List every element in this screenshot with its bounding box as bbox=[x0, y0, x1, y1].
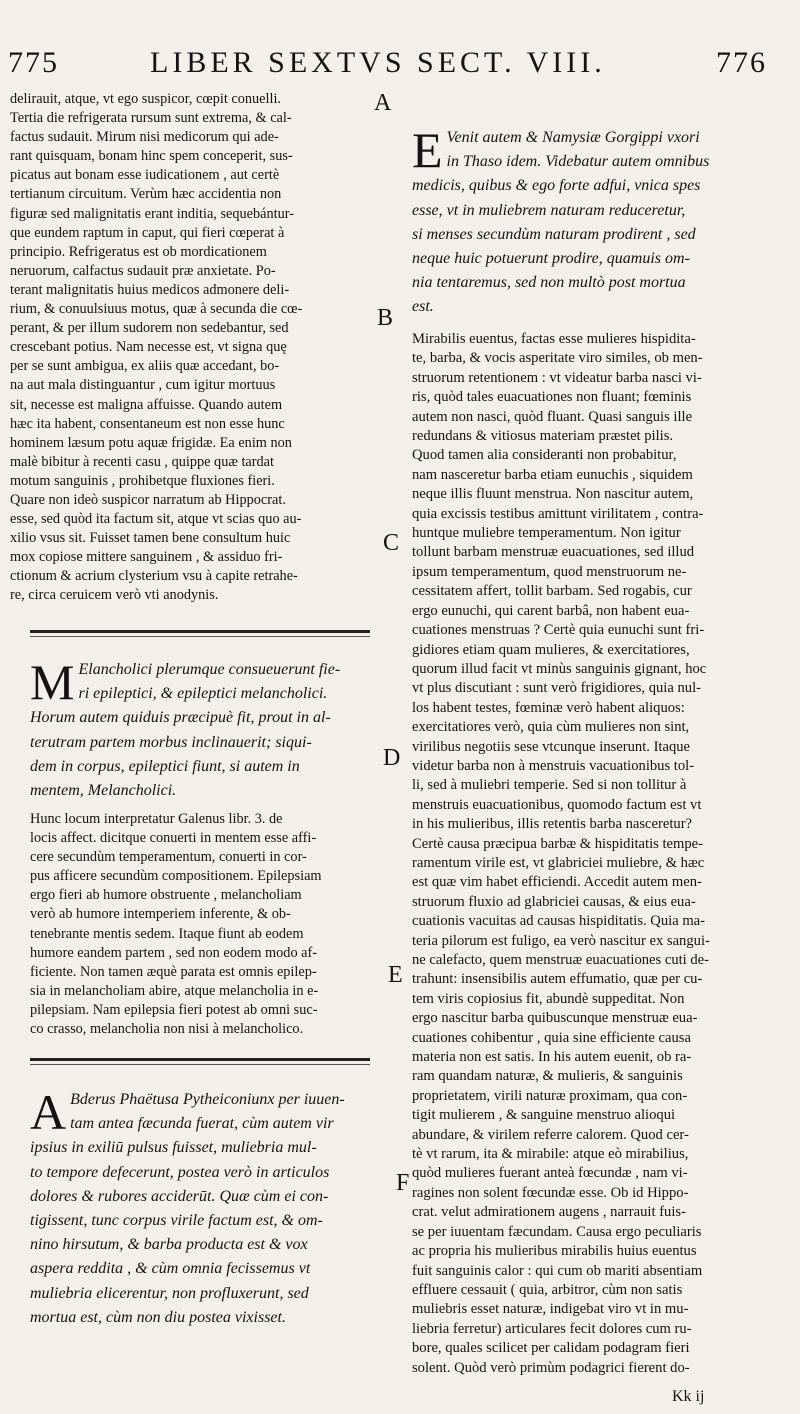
text-line: fuit sanguinis calor : qui cum ob mariti absentiam bbox=[412, 1262, 703, 1279]
text-line: ne calefacto, quem menstruæ euacuationes cuti de- bbox=[412, 952, 710, 968]
aphorism-abderus bbox=[30, 1084, 374, 1330]
text-line: liebria ferretur) articulares fecit dolores cum ru- bbox=[412, 1320, 692, 1337]
text-line: terant malignitatis huius medicos admonere deli- bbox=[10, 281, 290, 298]
commentary-paragraph-1 bbox=[10, 90, 372, 606]
text-line: videtur barba non à menstruis vacuationibus tol- bbox=[412, 757, 695, 774]
text-line: in his mulieribus, illis retentis barba nasceretur? bbox=[412, 816, 693, 833]
signature-mark: Kk ij bbox=[672, 1388, 705, 1405]
margin-letter-b: B bbox=[377, 305, 394, 331]
text-line: struorum fluxio ad glabriciei causas, & eius eua- bbox=[412, 893, 696, 910]
text-line: huntque muliebre temperamentum. Non igitur bbox=[412, 525, 681, 542]
commentary-galenus bbox=[30, 810, 374, 1039]
text-line: malè bibitur à recenti casu , quippe quæ tardat bbox=[10, 453, 275, 470]
text-line: cessitatem affert, tollit barbam. Sed rogabis, cur bbox=[412, 583, 692, 600]
aphorism-line: aspera reddita , & cùm omnia fecissemus vt bbox=[30, 1260, 311, 1278]
text-line: gidiores etiam quam mulieres, & exercitatiores, bbox=[412, 641, 690, 658]
text-line: los habent testes, fœminæ verò habent aliquos: bbox=[412, 699, 685, 716]
text-line: ragines non solent fœcundæ esse. Ob id Hippo- bbox=[412, 1184, 689, 1201]
section-divider-2-thin bbox=[30, 1064, 370, 1065]
aphorism-line: ipsius in exiliū pulsus fuisset, muliebria mul- bbox=[30, 1139, 317, 1157]
text-line: locis affect. dicitque conuerti in mentem esse affi- bbox=[30, 830, 317, 847]
section-divider-1 bbox=[30, 630, 370, 633]
text-line: crat. velut admirationem augens , narrauit fuis- bbox=[412, 1204, 686, 1221]
margin-letter-a: A bbox=[374, 90, 392, 116]
text-line: ram quandam naturæ, & mulieris, & sanguinis bbox=[412, 1068, 683, 1085]
text-line: pilepsiam. Nam epilepsia fieri potest ab omni suc- bbox=[30, 1001, 318, 1018]
commentary-paragraph-3 bbox=[412, 330, 794, 1378]
text-line: tenebrante mentis sedem. Itaque fiunt ab eodem bbox=[30, 925, 304, 942]
aphorism-melancholici bbox=[30, 654, 374, 803]
text-line: virilibus negotiis sese vtcunque inserunt. Itaque bbox=[412, 738, 691, 755]
text-line: picatus aut bonam esse iudicationem , aut certè bbox=[10, 167, 280, 184]
text-line: cuationis vacuitas ad causas hispiditatis. Quia ma- bbox=[412, 913, 706, 930]
text-line: quorum illud facit vt minùs sanguinis gignant, hoc bbox=[412, 660, 707, 677]
text-line: Quod tamen alia consideranti non probabitur, bbox=[412, 447, 677, 464]
text-line: Quare non ideò suspicor narratum ab Hippocrat. bbox=[10, 491, 286, 508]
text-line: ac propria his mulieribus mirabilis huius euentus bbox=[412, 1243, 697, 1260]
aphorism-line: mentem, Melancholici. bbox=[30, 782, 177, 800]
page-number-left: 775 bbox=[8, 46, 59, 79]
text-line: quia excissis testibus amittunt virilitatem , contra- bbox=[412, 505, 704, 522]
text-line: exercitatiores verò, quia cùm mulieres non sint, bbox=[412, 719, 690, 736]
margin-letter-c: C bbox=[383, 530, 400, 556]
text-line: ergo nascitur barba quibuscunque menstruæ eua- bbox=[412, 1010, 698, 1027]
text-line: co crasso, melancholia non nisi à melancholico. bbox=[30, 1021, 304, 1038]
text-line: ficiente. Non tamen æquè parata est omnis epilep- bbox=[30, 963, 317, 980]
aphorism-text bbox=[30, 1084, 374, 1330]
text-line: autem non nasci, quòd fluant. Quasi sanguis ille bbox=[412, 408, 693, 425]
text-line: verò ab humore intemperiem inferente, & ob- bbox=[30, 906, 291, 923]
text-line: struorum retentionem : vt videatur barba nasci vi- bbox=[412, 369, 702, 386]
text-line: hominem læsum potu aquæ frigidæ. Ea enim non bbox=[10, 434, 292, 451]
commentary-mirabilis bbox=[412, 330, 794, 1378]
aphorism-line: Bderus Phaëtusa Pytheiconiunx per iuuen- bbox=[70, 1091, 345, 1108]
text-line: quòd mulieres fuerant anteà fœcundæ , nam vi- bbox=[412, 1165, 688, 1182]
aphorism-line: tam antea fæcunda fuerat, cùm autem vir bbox=[70, 1115, 334, 1133]
aphorism-line: tigissent, tunc corpus virile factum est, & om- bbox=[30, 1212, 323, 1230]
text-line: li, sed à muliebri temperie. Sed si non tollitur à bbox=[412, 777, 687, 794]
text-line: que eundem raptum in caput, qui fieri cœperat à bbox=[10, 224, 285, 241]
text-line: materia non est satis. In his autem euenit, ob ra- bbox=[412, 1049, 692, 1066]
text-line: re, circa ceruicem verò vti anodynis. bbox=[10, 587, 219, 604]
text-line: xilio vsus sit. Fuisset tamen bene consultum huic bbox=[10, 530, 291, 547]
aphorism-line: Venit autem & Namysiæ Gorgippi vxori bbox=[446, 129, 700, 146]
text-line: ris, quòd tales euacuationes non fluant; fœminis bbox=[412, 389, 692, 406]
text-line: nam nasceretur barba etiam eunuchis , siquidem bbox=[412, 466, 693, 483]
aphorism-line: dem in corpus, epileptici fiunt, si autem in bbox=[30, 757, 300, 775]
text-line: humore eandem partem , sed non eodem modo af- bbox=[30, 944, 318, 961]
text-line: tollunt barbam menstruæ euacuationes, sed illud bbox=[412, 544, 695, 561]
aphorism-line: Elancholici plerumque consueuerunt fie- bbox=[78, 661, 341, 678]
drop-cap-m: M bbox=[30, 654, 75, 710]
text-line: esse, sed quòd ita factum sit, atque vt scias quo au- bbox=[10, 511, 302, 528]
text-line: delirauit, atque, vt ego suspicor, cœpit conuelli. bbox=[10, 91, 281, 107]
text-line: crescebant potius. Nam necesse est, vt signa quę bbox=[10, 339, 287, 356]
text-line: solent. Quòd verò primùm podagrici fierent do- bbox=[412, 1359, 690, 1376]
text-line: vt plus discutiant : sunt verò frigidiores, quia nul- bbox=[412, 680, 701, 697]
aphorism-line: esse, vt in muliebrem naturam reduceretur, bbox=[412, 201, 686, 219]
drop-cap-a: A bbox=[30, 1084, 67, 1140]
aphorism-line: est. bbox=[412, 298, 434, 316]
text-line: na aut mala distinguantur , cum igitur mortuus bbox=[10, 377, 276, 394]
text-line: bore, quales scilicet per calidam podagram fieri bbox=[412, 1340, 690, 1357]
text-line: rant quisquam, bonam hinc spem conceperit, sus- bbox=[10, 148, 293, 165]
text-line: tè vt rarum, ita & mirabile: atque eò mirabilius, bbox=[412, 1146, 689, 1163]
aphorism-line: to tempore defecerunt, postea verò in articulos bbox=[30, 1163, 330, 1181]
drop-cap-e: E bbox=[412, 122, 443, 178]
section-divider-2 bbox=[30, 1058, 370, 1061]
text-line: Certè causa præcipua barbæ & hispiditatis tempe- bbox=[412, 835, 703, 852]
aphorism-line: mortua est, cùm non diu postea vixisset. bbox=[30, 1308, 286, 1326]
section-divider-1-thin bbox=[30, 636, 370, 637]
margin-letter-e: E bbox=[388, 962, 403, 988]
aphorism-line: terutram partem morbus inclinauerit; siqui- bbox=[30, 733, 312, 751]
text-line: est quæ vim habet efficiendi. Accedit autem men- bbox=[412, 874, 702, 891]
text-line: sia in melancholiam abire, atque melancholia in e- bbox=[30, 982, 319, 999]
text-line: hæc ita habent, consentaneum est non esse hunc bbox=[10, 415, 285, 432]
left-column bbox=[10, 90, 372, 606]
text-line: abundare, & virilem referre calorem. Quod cer- bbox=[412, 1126, 689, 1143]
aphorism-line: si menses secundùm naturam prodirent , sed bbox=[412, 225, 696, 243]
text-line: ipsum temperamentum, quod menstruorum ne- bbox=[412, 563, 687, 580]
text-line: sit, necesse est maligna affuisse. Quando autem bbox=[10, 396, 283, 413]
text-line: menstruis euacuationibus, quomodo factum est vt bbox=[412, 796, 702, 813]
aphorism-line: neque huic potuerunt prodire, quamuis om- bbox=[412, 250, 690, 268]
text-line: Tertia die refrigerata rursum sunt extrema, & cal- bbox=[10, 110, 292, 127]
text-line: mox copiose mittere sanguinem , & assiduo fri- bbox=[10, 549, 283, 566]
text-line: ramentum virile est, vt glabriciei muliebre, & hæc bbox=[412, 854, 705, 871]
text-line: tertianum circuitum. Verùm hæc accidentia non bbox=[10, 186, 282, 203]
aphorism-namysia bbox=[412, 122, 794, 320]
text-line: figuræ sed malignitatis erant inditia, sequebántur- bbox=[10, 205, 294, 222]
text-line: motum sanguinis , prohibetque fluxiones fieri. bbox=[10, 472, 275, 489]
text-line: principio. Refrigeratus est ob mordicationem bbox=[10, 243, 267, 260]
text-line: pus afficere secundùm compositionem. Epilepsiam bbox=[30, 868, 322, 885]
text-line: cere secundùm temperamentum, conuerti in cor- bbox=[30, 849, 307, 866]
text-line: effluere cessauit ( quia, arbitror, cùm non satis bbox=[412, 1281, 683, 1298]
text-line: tem viris copiosius fit, abundè suppeditat. Non bbox=[412, 990, 685, 1007]
text-line: Hunc locum interpretatur Galenus libr. 3. de bbox=[30, 811, 283, 827]
margin-letter-f: F bbox=[396, 1170, 410, 1196]
text-line: per se sunt ambigua, ex aliis quæ accedant, bo- bbox=[10, 358, 280, 375]
text-line: te, barba, & vocis asperitate viro similes, ob men- bbox=[412, 350, 703, 367]
aphorism-line: nia tentaremus, sed non multò post mortua bbox=[412, 274, 686, 292]
page-number-right: 776 bbox=[716, 46, 767, 79]
margin-letter-d: D bbox=[383, 745, 401, 771]
text-line: tigit mulierem , & sanguine menstruo alioqui bbox=[412, 1107, 676, 1124]
text-line: perant, & per illum sudorem non sedebantur, sed bbox=[10, 320, 289, 337]
text-line: factus sudauit. Mirum nisi medicorum qui ade- bbox=[10, 129, 279, 146]
aphorism-line: ri epileptici, & epileptici melancholici. bbox=[78, 685, 328, 703]
aphorism-line: in Thaso idem. Videbatur autem omnibus bbox=[446, 153, 710, 171]
text-line: cuationes menstruas ? Certè quia eunuchi sunt fri- bbox=[412, 622, 705, 639]
text-line: ctionum & acrium clysterium vsu à capite retrahe- bbox=[10, 568, 298, 585]
commentary-paragraph-2 bbox=[30, 810, 374, 1039]
text-line: trahunt: insensibilis autem effumatio, quæ per cu- bbox=[412, 971, 703, 988]
text-line: ergo fieri ab humore obstruente , melancholiam bbox=[30, 887, 302, 904]
text-line: redundans & vitiosus materiam præstet pilis. bbox=[412, 428, 674, 445]
aphorism-line: Horum autem quiduis præcipuè fit, prout in al- bbox=[30, 709, 331, 727]
running-title: LIBER SEXTVS SECT. VIII. bbox=[150, 46, 606, 79]
text-line: neruorum, calfactus sudauit præ anxietate. Po- bbox=[10, 262, 276, 279]
text-line: proprietatem, virili naturæ proximam, qua con- bbox=[412, 1087, 688, 1104]
aphorism-line: nino hirsutum, & barba producta est & vox bbox=[30, 1236, 308, 1254]
text-line: se per iuuentam fæcundam. Causa ergo peculiaris bbox=[412, 1223, 702, 1240]
text-line: cuationes cohibentur , quia sine efficiente causa bbox=[412, 1029, 691, 1046]
aphorism-text bbox=[412, 122, 794, 320]
text-line: neque illis fluunt menstrua. Non nascitur autem, bbox=[412, 486, 694, 503]
text-line: teria pilorum est fuligo, ea verò nascitur ex sangui- bbox=[412, 932, 710, 949]
text-line: Mirabilis euentus, factas esse mulieres hispidita- bbox=[412, 331, 696, 347]
aphorism-text bbox=[30, 654, 374, 803]
aphorism-line: dolores & rubores acciderūt. Quæ cùm ei con- bbox=[30, 1187, 329, 1205]
text-line: muliebris esset naturæ, indigebat viro vt in mu- bbox=[412, 1301, 689, 1318]
aphorism-line: muliebria elicerentur, non profluxerunt, sed bbox=[30, 1284, 309, 1302]
text-line: ergo eunuchi, qui carent barbâ, non habent eua- bbox=[412, 602, 690, 619]
aphorism-line: medicis, quibus & ego forte adfui, vnica spes bbox=[412, 177, 701, 195]
text-line: rium, & conuulsiuus motus, quæ à secunda die cœ- bbox=[10, 301, 303, 318]
